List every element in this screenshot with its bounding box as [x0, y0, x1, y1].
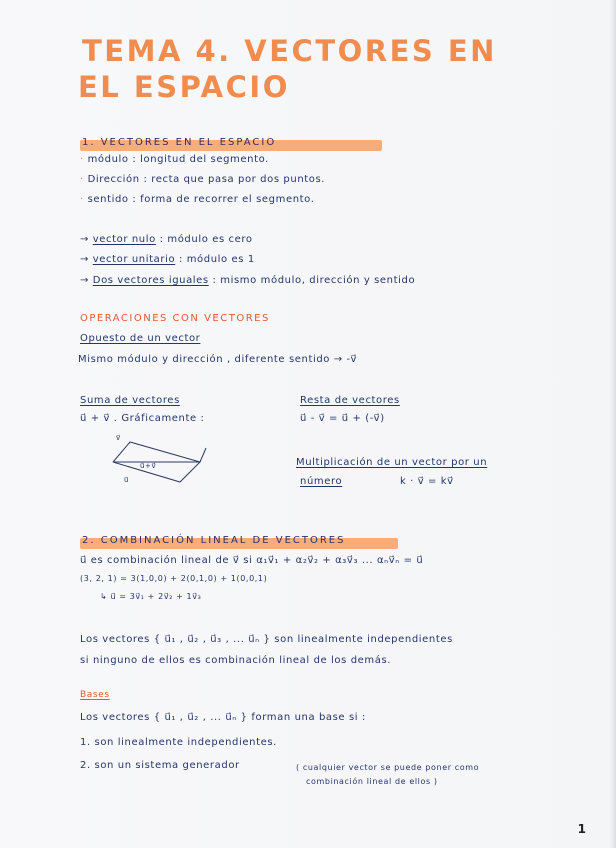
- section-1-header: 1. VECTORES EN EL ESPACIO: [82, 137, 277, 148]
- def-vector-nulo: → vector nulo : módulo es cero: [80, 234, 253, 245]
- bases-item-2: 2. son un sistema generador: [80, 760, 240, 771]
- independence-line-2: si ninguno de ellos es combinación lineal de los demás.: [80, 655, 392, 666]
- fig-label-v: v⃗: [116, 434, 121, 442]
- bases-title: Bases: [80, 690, 110, 700]
- combinacion-example: (3, 2, 1) = 3(1,0,0) + 2(0,1,0) + 1(0,0,1): [80, 574, 268, 583]
- mult-title-line2: número: [300, 476, 343, 487]
- opuesto-desc: Mismo módulo y dirección , diferente sentido → -v⃗: [78, 354, 357, 365]
- resta-title: Resta de vectores: [300, 395, 400, 406]
- title-line-1: TEMA 4. VECTORES EN: [82, 34, 497, 68]
- suma-title: Suma de vectores: [80, 395, 180, 406]
- vector-sum-diagram: [108, 434, 208, 488]
- combinacion-def: u⃗ es combinación lineal de v⃗ si α₁v⃗₁ + α₂v⃗₂ + α₃v⃗₃ ... αₙv⃗ₙ = u⃗: [80, 555, 424, 566]
- bases-intro: Los vectores { u⃗₁ , u⃗₂ , ... u⃗ₙ } forman una base si :: [80, 712, 366, 723]
- section-2-header: 2. COMBINACIÓN LINEAL DE VECTORES: [82, 535, 346, 546]
- page-edge: [610, 0, 616, 848]
- mult-formula: k · v⃗ = kv⃗: [400, 476, 454, 487]
- bullet-modulo: · módulo : longitud del segmento.: [80, 154, 269, 165]
- mult-title-line1: Multiplicación de un vector por un: [296, 457, 488, 468]
- diagonal-extension: [200, 448, 206, 462]
- suma-desc: u⃗ + v⃗ . Gráficamente :: [80, 413, 205, 424]
- title-line-2: EL ESPACIO: [78, 70, 290, 104]
- bullet-direccion: · Dirección : recta que pasa por dos puntos.: [80, 174, 326, 185]
- def-vectores-iguales: → Dos vectores iguales : mismo módulo, dirección y sentido: [80, 275, 416, 286]
- bases-note-line-2: combinación lineal de ellos ): [306, 777, 438, 786]
- resta-desc: u⃗ - v⃗ = u⃗ + (-v⃗): [300, 413, 385, 424]
- ops-header: OPERACIONES CON VECTORES: [80, 313, 270, 324]
- fig-label-u: u⃗: [124, 476, 130, 484]
- combinacion-example-2: ↳ u⃗ = 3v⃗₁ + 2v⃗₂ + 1v⃗₃: [100, 592, 202, 601]
- bullet-sentido: · sentido : forma de recorrer el segmento.: [80, 194, 315, 205]
- opuesto-title: Opuesto de un vector: [80, 333, 201, 344]
- independence-line-1: Los vectores { u⃗₁ , u⃗₂ , u⃗₃ , ... u⃗ₙ } son linealmente independientes: [80, 634, 453, 645]
- bases-item-1: 1. son linealmente independientes.: [80, 737, 277, 748]
- corner-arrow-icon: ↳: [100, 592, 111, 601]
- bases-note-line-1: ( cualquier vector se puede poner como: [296, 763, 480, 772]
- fig-label-sum: u⃗+v⃗: [140, 462, 157, 470]
- def-vector-unitario: → vector unitario : módulo es 1: [80, 254, 255, 265]
- page-number: 1: [577, 822, 586, 836]
